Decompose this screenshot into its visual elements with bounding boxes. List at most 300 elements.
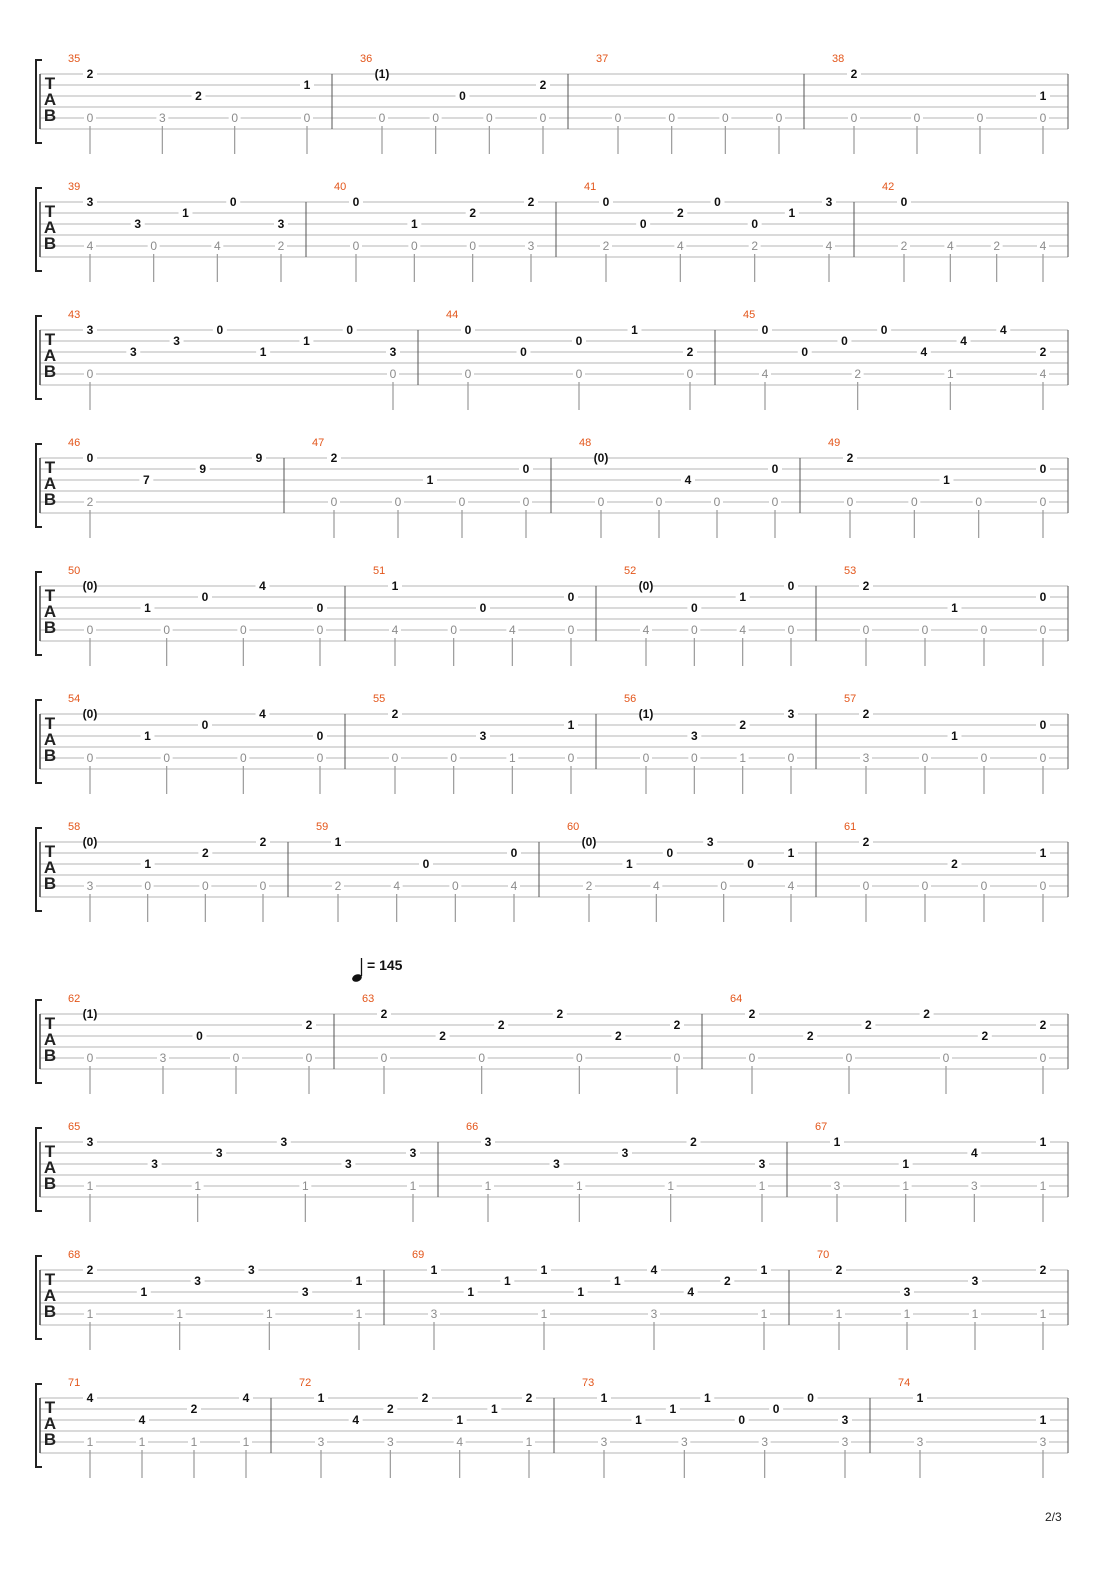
- measure-number: 42: [882, 181, 895, 193]
- measure-number: 35: [68, 53, 81, 65]
- tab-system: [36, 1121, 1068, 1222]
- bass-fret-number: 0: [469, 239, 477, 253]
- fret-number: 1: [703, 1391, 711, 1405]
- measure: [68, 1377, 253, 1478]
- bass-fret-number: 4: [825, 239, 833, 253]
- fret-number: 2: [923, 1007, 930, 1021]
- bass-fret-number: 0: [686, 367, 694, 381]
- fret-number: 1: [943, 473, 950, 487]
- fret-number: 2: [690, 1135, 697, 1149]
- tab-clef-letter: B: [43, 1046, 57, 1065]
- measure-number: 37: [596, 53, 609, 65]
- bass-fret-number: 2: [334, 879, 342, 893]
- tab-clef-letter: B: [43, 618, 57, 637]
- fret-number: 3: [194, 1274, 201, 1288]
- bass-fret-number: 0: [330, 495, 338, 509]
- fret-number: 3: [345, 1157, 352, 1171]
- measure: [68, 1249, 366, 1350]
- fret-number: 4: [650, 1263, 658, 1277]
- tempo-marking: [351, 957, 403, 983]
- fret-number: 4: [687, 1285, 695, 1299]
- fret-number: 2: [497, 1018, 505, 1032]
- fret-number: 3: [971, 1274, 979, 1288]
- bass-fret-number: 0: [86, 111, 94, 125]
- fret-number: 2: [469, 206, 477, 220]
- measure: [828, 437, 1050, 538]
- measure-number: 36: [360, 53, 373, 65]
- fret-number: 3: [389, 345, 397, 359]
- bass-fret-number: 0: [771, 495, 779, 509]
- system-bracket: [36, 1256, 42, 1339]
- bass-fret-number: 0: [144, 879, 152, 893]
- fret-number: 2: [259, 835, 267, 849]
- system-bracket: [36, 60, 42, 143]
- fret-number: 3: [479, 729, 487, 743]
- tab-clef-letter: T: [44, 202, 56, 221]
- measure-number: 38: [832, 53, 845, 65]
- tab-clef-letter: A: [43, 346, 57, 365]
- system-bracket: [36, 444, 42, 527]
- fret-number: 4: [960, 334, 967, 348]
- fret-number: 1: [456, 1413, 464, 1427]
- fret-number: 1: [613, 1274, 621, 1288]
- fret-number: 1: [902, 1157, 910, 1171]
- fret-number: 0: [196, 1029, 203, 1043]
- fret-number: 2: [330, 451, 338, 465]
- bass-fret-number: 0: [86, 367, 94, 381]
- measure-number: 52: [624, 565, 637, 577]
- fret-number: 0: [575, 334, 583, 348]
- bass-fret-number: 0: [850, 111, 858, 125]
- measure-number: 53: [844, 565, 857, 577]
- measure: [882, 181, 1049, 282]
- bass-fret-number: 0: [450, 623, 458, 637]
- fret-number: 2: [1039, 1018, 1047, 1032]
- bass-fret-number: 0: [787, 751, 795, 765]
- fret-number: 3: [484, 1135, 492, 1149]
- bass-fret-number: 3: [841, 1435, 849, 1449]
- measure: [68, 53, 314, 154]
- measure-number: 46: [68, 437, 81, 449]
- bass-fret-number: 4: [393, 879, 401, 893]
- fret-number: 2: [676, 206, 684, 220]
- bass-fret-number: 3: [600, 1435, 608, 1449]
- measure: [362, 993, 684, 1094]
- bass-fret-number: 4: [391, 623, 399, 637]
- fret-number: (0): [581, 835, 597, 849]
- bass-fret-number: 1: [265, 1307, 273, 1321]
- measure: [446, 309, 697, 410]
- bass-fret-number: 0: [921, 751, 929, 765]
- fret-number: 4: [259, 707, 266, 721]
- fret-number: 2: [1039, 345, 1047, 359]
- fret-number: 3: [280, 1135, 288, 1149]
- fret-number: 0: [747, 857, 754, 871]
- fret-number: 1: [490, 1402, 498, 1416]
- measure-number: 50: [68, 565, 81, 577]
- bass-fret-number: 1: [409, 1179, 417, 1193]
- fret-number: 2: [1039, 1263, 1047, 1277]
- bass-fret-number: 0: [163, 751, 171, 765]
- bass-fret-number: 1: [1039, 1307, 1047, 1321]
- tab-system: [36, 565, 1068, 666]
- bass-fret-number: 0: [690, 623, 698, 637]
- measure: [579, 437, 782, 538]
- tab-clef-letter: T: [44, 330, 56, 349]
- fret-number: 3: [86, 1135, 94, 1149]
- bass-fret-number: 1: [835, 1307, 843, 1321]
- fret-number: 0: [751, 217, 759, 231]
- measure: [68, 993, 316, 1094]
- measure-number: 67: [815, 1121, 828, 1133]
- bass-fret-number: 0: [980, 623, 988, 637]
- tab-clef-letter: A: [43, 1414, 57, 1433]
- bass-fret-number: 2: [993, 239, 1001, 253]
- system-bracket: [36, 316, 42, 399]
- fret-number: 3: [86, 323, 94, 337]
- fret-number: 0: [772, 1402, 780, 1416]
- fret-number: 0: [346, 323, 354, 337]
- fret-number: 3: [86, 195, 94, 209]
- fret-number: 1: [426, 473, 434, 487]
- tab-clef-letter: B: [43, 1430, 57, 1449]
- bass-fret-number: 0: [522, 495, 530, 509]
- fret-number: 2: [835, 1263, 843, 1277]
- tab-clef-letter: T: [44, 74, 56, 93]
- bass-fret-number: 0: [150, 239, 158, 253]
- bass-fret-number: 0: [862, 879, 870, 893]
- tab-clef-letter: A: [43, 1030, 57, 1049]
- fret-number: 0: [216, 323, 224, 337]
- tab-clef-letter: B: [43, 106, 57, 125]
- fret-number: 1: [303, 334, 310, 348]
- bass-fret-number: 0: [389, 367, 397, 381]
- tab-clef-letter: T: [44, 1014, 56, 1033]
- bass-fret-number: 0: [316, 623, 324, 637]
- fret-number: 2: [723, 1274, 731, 1288]
- bass-fret-number: 0: [450, 751, 458, 765]
- bass-fret-number: 0: [614, 111, 622, 125]
- fret-number: 0: [690, 601, 698, 615]
- bass-fret-number: 0: [539, 111, 547, 125]
- bass-fret-number: 1: [760, 1307, 768, 1321]
- fret-number: 2: [86, 67, 94, 81]
- measure: [844, 693, 1050, 794]
- bass-fret-number: 1: [194, 1179, 202, 1193]
- fret-number: 0: [520, 345, 527, 359]
- fret-number: 3: [706, 835, 714, 849]
- measure: [373, 693, 578, 794]
- tab-system: [36, 309, 1068, 410]
- fret-number: 3: [129, 345, 137, 359]
- measure-number: 61: [844, 821, 857, 833]
- bass-fret-number: 4: [508, 623, 516, 637]
- fret-number: 1: [669, 1402, 677, 1416]
- fret-number: 1: [140, 1285, 148, 1299]
- fret-number: 1: [577, 1285, 585, 1299]
- tab-system: [36, 993, 1068, 1094]
- bass-fret-number: 3: [158, 111, 166, 125]
- bass-fret-number: 1: [903, 1307, 911, 1321]
- bass-fret-number: 0: [163, 623, 171, 637]
- bass-fret-number: 0: [86, 1051, 94, 1065]
- bass-fret-number: 1: [86, 1179, 94, 1193]
- fret-number: 1: [951, 601, 958, 615]
- bass-fret-number: 0: [787, 623, 795, 637]
- bass-fret-number: 0: [464, 367, 472, 381]
- bass-fret-number: 0: [86, 623, 94, 637]
- measure-number: 62: [68, 993, 81, 1005]
- fret-number: 0: [464, 323, 472, 337]
- bass-fret-number: 0: [976, 111, 984, 125]
- measure-number: 45: [743, 309, 756, 321]
- fret-number: 1: [540, 1263, 548, 1277]
- fret-number: 1: [182, 206, 189, 220]
- bass-fret-number: 3: [761, 1435, 769, 1449]
- measure-number: 73: [582, 1377, 595, 1389]
- measure-number: 65: [68, 1121, 81, 1133]
- bass-fret-number: 0: [673, 1051, 681, 1065]
- bass-fret-number: 0: [305, 1051, 313, 1065]
- bass-fret-number: 0: [231, 111, 239, 125]
- fret-number: 4: [259, 579, 266, 593]
- bass-fret-number: 0: [352, 239, 360, 253]
- fret-number: 2: [850, 67, 858, 81]
- measure-number: 74: [898, 1377, 911, 1389]
- fret-number: 4: [970, 1146, 978, 1160]
- bass-fret-number: 3: [86, 879, 94, 893]
- fret-number: 1: [334, 835, 342, 849]
- fret-number: 2: [748, 1007, 756, 1021]
- fret-number: 4: [920, 345, 928, 359]
- measure-number: 55: [373, 693, 386, 705]
- fret-number: 4: [352, 1413, 360, 1427]
- tab-clef-letter: T: [44, 714, 56, 733]
- measure-number: 59: [316, 821, 329, 833]
- bass-fret-number: 1: [525, 1435, 533, 1449]
- measure: [466, 1121, 769, 1222]
- tab-clef-letter: T: [44, 586, 56, 605]
- fret-number: 1: [600, 1391, 608, 1405]
- bass-fret-number: 0: [239, 623, 247, 637]
- measure: [743, 309, 1050, 410]
- fret-number: 3: [301, 1285, 309, 1299]
- bass-fret-number: 0: [378, 111, 386, 125]
- bass-fret-number: 3: [1039, 1435, 1047, 1449]
- bass-fret-number: 0: [1039, 879, 1047, 893]
- measure-number: 71: [68, 1377, 81, 1389]
- bass-fret-number: 0: [690, 751, 698, 765]
- fret-number: 1: [787, 846, 795, 860]
- fret-number: 2: [951, 857, 958, 871]
- bass-fret-number: 0: [259, 879, 267, 893]
- fret-number: 3: [825, 195, 833, 209]
- fret-number: 2: [386, 1402, 394, 1416]
- fret-number: 3: [553, 1157, 560, 1171]
- fret-number: 1: [739, 590, 747, 604]
- tab-clef-letter: A: [43, 218, 57, 237]
- fret-number: 0: [761, 323, 769, 337]
- tab-clef-letter: B: [43, 362, 57, 381]
- fret-number: (0): [82, 707, 98, 721]
- bass-fret-number: 0: [303, 111, 311, 125]
- bass-fret-number: 0: [451, 879, 459, 893]
- bass-fret-number: 0: [642, 751, 650, 765]
- bass-fret-number: 0: [921, 879, 929, 893]
- fret-number: 2: [305, 1018, 313, 1032]
- fret-number: 1: [635, 1413, 642, 1427]
- bass-fret-number: 2: [602, 239, 610, 253]
- tab-clef-letter: A: [43, 474, 57, 493]
- tab-clef-letter: A: [43, 602, 57, 621]
- bass-fret-number: 2: [86, 495, 94, 509]
- measure-number: 68: [68, 1249, 81, 1261]
- fret-number: 2: [195, 89, 202, 103]
- bass-fret-number: 0: [316, 751, 324, 765]
- fret-number: 3: [215, 1146, 223, 1160]
- fret-number: 2: [391, 707, 399, 721]
- fret-number: 3: [903, 1285, 911, 1299]
- bass-fret-number: 1: [971, 1307, 979, 1321]
- fret-number: 9: [255, 451, 263, 465]
- measure-number: 43: [68, 309, 81, 321]
- bass-fret-number: 0: [655, 495, 663, 509]
- measure: [898, 1377, 1050, 1478]
- measure: [832, 53, 1050, 154]
- tab-clef-letter: A: [43, 1286, 57, 1305]
- fret-number: 3: [841, 1413, 849, 1427]
- fret-number: 0: [201, 718, 209, 732]
- fret-number: 2: [190, 1402, 198, 1416]
- fret-number: 0: [900, 195, 908, 209]
- measure-number: 47: [312, 437, 325, 449]
- tab-system: [36, 437, 1068, 538]
- tab-clef-letter: T: [44, 842, 56, 861]
- fret-number: 4: [86, 1391, 94, 1405]
- fret-number: 2: [86, 1263, 94, 1277]
- measure: [817, 1249, 1050, 1350]
- bass-fret-number: 1: [355, 1307, 363, 1321]
- bass-fret-number: 2: [585, 879, 593, 893]
- bass-fret-number: 2: [751, 239, 759, 253]
- tab-clef-letter: A: [43, 1158, 57, 1177]
- measure-number: 48: [579, 437, 592, 449]
- measure-number: 58: [68, 821, 81, 833]
- fret-number: 0: [316, 729, 324, 743]
- fret-number: 9: [199, 462, 207, 476]
- fret-number: 2: [846, 451, 854, 465]
- measure: [68, 821, 270, 922]
- fret-number: 0: [522, 462, 530, 476]
- fret-number: 1: [144, 729, 151, 743]
- bass-fret-number: 3: [430, 1307, 438, 1321]
- fret-number: 0: [86, 451, 94, 465]
- fret-number: 1: [391, 579, 399, 593]
- bass-fret-number: 1: [739, 751, 747, 765]
- fret-number: 0: [1039, 462, 1047, 476]
- bass-fret-number: 1: [902, 1179, 910, 1193]
- measure-number: 49: [828, 437, 841, 449]
- bass-fret-number: 0: [942, 1051, 950, 1065]
- fret-number: 1: [303, 78, 311, 92]
- bass-fret-number: 0: [597, 495, 605, 509]
- measure-number: 51: [373, 565, 386, 577]
- measure: [316, 821, 521, 922]
- fret-number: 3: [409, 1146, 417, 1160]
- fret-number: 4: [684, 473, 692, 487]
- fret-number: 0: [352, 195, 360, 209]
- measure-number: 44: [446, 309, 459, 321]
- bass-fret-number: 0: [380, 1051, 388, 1065]
- bass-fret-number: 1: [758, 1179, 766, 1193]
- fret-number: (1): [82, 1007, 98, 1021]
- measure: [567, 821, 798, 922]
- bass-fret-number: 1: [138, 1435, 146, 1449]
- fret-number: 3: [151, 1157, 158, 1171]
- fret-number: 1: [430, 1263, 438, 1277]
- bass-fret-number: 4: [652, 879, 660, 893]
- measure: [844, 565, 1050, 666]
- bass-fret-number: 1: [86, 1307, 94, 1321]
- bass-fret-number: 1: [484, 1179, 492, 1193]
- bass-fret-number: 1: [667, 1179, 675, 1193]
- fret-number: 0: [1039, 590, 1047, 604]
- fret-number: 1: [1039, 1135, 1047, 1149]
- bass-fret-number: 1: [540, 1307, 548, 1321]
- fret-number: 0: [479, 601, 487, 615]
- bass-fret-number: 0: [862, 623, 870, 637]
- fret-number: 3: [787, 707, 795, 721]
- fret-number: 2: [421, 1391, 429, 1405]
- measure-number: 57: [844, 693, 857, 705]
- page-number: 2/3: [1045, 1510, 1062, 1524]
- fret-number: 2: [527, 195, 535, 209]
- fret-number: 0: [201, 590, 209, 604]
- bass-fret-number: 0: [913, 111, 921, 125]
- fret-number: 1: [1039, 846, 1047, 860]
- system-bracket: [36, 188, 42, 271]
- measure: [582, 1377, 852, 1478]
- fret-number: 0: [714, 195, 721, 209]
- fret-number: 2: [862, 707, 870, 721]
- measure-number: 69: [412, 1249, 425, 1261]
- fret-number: 0: [459, 89, 466, 103]
- fret-number: 0: [602, 195, 610, 209]
- fret-number: 1: [467, 1285, 475, 1299]
- bass-fret-number: 0: [575, 1051, 583, 1065]
- bass-fret-number: 1: [1039, 1179, 1047, 1193]
- fret-number: 2: [862, 579, 870, 593]
- tab-system: [36, 181, 1068, 282]
- tab-system: [36, 693, 1068, 794]
- bass-fret-number: 4: [946, 239, 954, 253]
- fret-number: 3: [173, 334, 180, 348]
- fret-number: 2: [525, 1391, 533, 1405]
- fret-number: 1: [503, 1274, 511, 1288]
- fret-number: 1: [567, 718, 575, 732]
- bass-fret-number: 3: [862, 751, 870, 765]
- fret-number: 1: [951, 729, 958, 743]
- measure-number: 72: [299, 1377, 312, 1389]
- measure: [844, 821, 1050, 922]
- bass-fret-number: 0: [86, 751, 94, 765]
- bass-fret-number: 0: [567, 623, 575, 637]
- bass-fret-number: 0: [720, 879, 728, 893]
- tab-clef-letter: A: [43, 858, 57, 877]
- bass-fret-number: 4: [213, 239, 221, 253]
- fret-number: 1: [760, 1263, 768, 1277]
- bass-fret-number: 1: [575, 1179, 583, 1193]
